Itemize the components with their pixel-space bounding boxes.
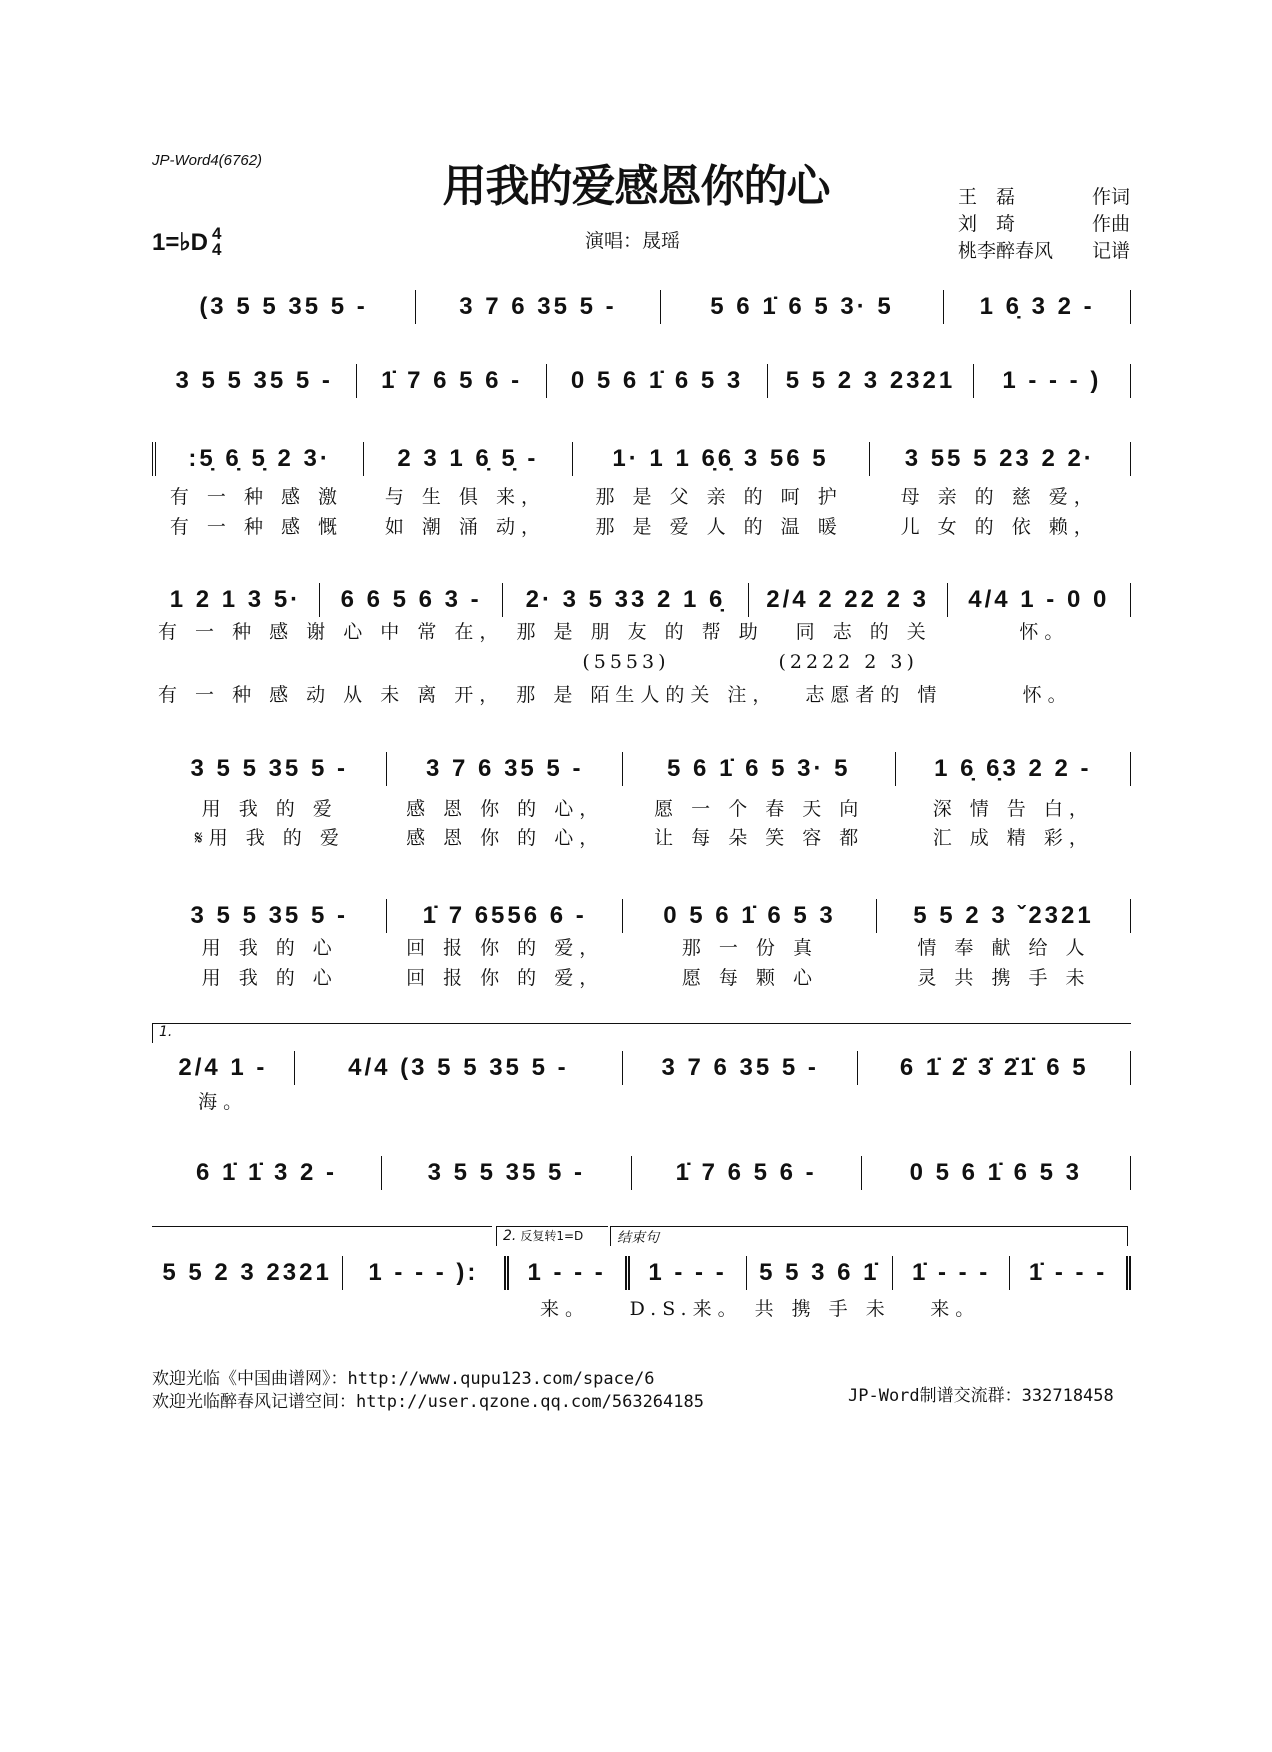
lyric-segment: 那 一 份 真 bbox=[681, 936, 818, 959]
lyric-segment: 回 报 你 的 爱， bbox=[406, 966, 605, 989]
measure: 3 5 5 35 5 - bbox=[152, 752, 387, 786]
time-top: 4 bbox=[212, 224, 222, 243]
lyric-segment: 情 奉 献 给 人 bbox=[917, 936, 1091, 959]
time-signature bbox=[212, 226, 221, 258]
measure: 6 1̇ 2̇ 3̇ 2̇1̇ 6 5 bbox=[858, 1051, 1131, 1085]
lyric-segment: 那 是 朋 友 的 帮 助 bbox=[516, 620, 764, 643]
lyric-segment: 怀。 bbox=[1022, 683, 1073, 706]
lyric-segment: 儿 女 的 依 赖， bbox=[900, 515, 1099, 538]
measure: 2/4 2 22 2 3 bbox=[749, 583, 948, 617]
lyric-segment: 感 恩 你 的 心， bbox=[406, 797, 605, 820]
lyric-segment bbox=[320, 645, 503, 679]
lyrics-row bbox=[152, 1290, 1131, 1324]
lyric-segment: 用 我 的 心 bbox=[201, 936, 338, 959]
measure: 3 7 6 35 5 - bbox=[387, 752, 622, 786]
measure: :5̣ 6̣ 5̣ 2 3· bbox=[152, 442, 364, 476]
lyrics-row bbox=[152, 929, 1131, 963]
footer-group: JP-Word制谱交流群：332718458 bbox=[848, 1386, 1114, 1406]
measure: 1̇ - - - bbox=[893, 1256, 1010, 1290]
lyric-segment: 从 未 离 开， bbox=[343, 683, 505, 706]
lyric-segment: 汇 成 精 彩， bbox=[932, 826, 1094, 849]
measure: 5 6 1̇ 6 5 3· 5 bbox=[623, 752, 896, 786]
lyric-segment: 有 一 种 感 谢 bbox=[158, 620, 332, 643]
lyric-segment: 用 我 的 爱 bbox=[201, 797, 338, 820]
lyric-segment bbox=[344, 1290, 506, 1324]
notation-row bbox=[152, 290, 1131, 324]
footer-link-2[interactable]: 欢迎光临醉春风记谱空间：http://user.qzone.qq.com/563264185 bbox=[152, 1392, 704, 1412]
time-bottom: 4 bbox=[212, 240, 222, 259]
measure: 1 6̣ 6̣3 2 2 - bbox=[896, 752, 1131, 786]
lyric-segment: 来。 bbox=[540, 1297, 591, 1320]
measure: 1 - - - bbox=[630, 1256, 747, 1290]
credit-name: 刘 琦 bbox=[958, 213, 1016, 235]
measure: 1 - - - bbox=[509, 1256, 630, 1290]
measure: 1 2 1 3 5· bbox=[152, 583, 320, 617]
credit-role: 记谱 bbox=[1091, 240, 1130, 262]
measure: 1· 1 1 6̣6̣ 3 56 5 bbox=[573, 442, 870, 476]
lyric-segment: 让 每 朵 笑 容 都 bbox=[654, 826, 865, 849]
measure: 1 6̣ 3 2 - bbox=[944, 290, 1131, 324]
measure: 5 5 2 3 2321 bbox=[152, 1256, 343, 1290]
credit-name: 王 磊 bbox=[958, 186, 1016, 208]
lyric-segment: 那 是 陌生人的关 注， bbox=[516, 683, 778, 706]
lyric-segment bbox=[152, 645, 320, 679]
credit-name: 桃李醉春风 bbox=[958, 240, 1054, 262]
lyrics-row bbox=[152, 959, 1131, 993]
measure: 0 5 6 1̇ 6 5 3 bbox=[547, 364, 768, 398]
measure: 4/4 1 - 0 0 bbox=[948, 583, 1131, 617]
footer-link-1[interactable]: 欢迎光临《中国曲谱网》：http://www.qupu123.com/space/6 bbox=[152, 1369, 655, 1389]
alternate-notes-row bbox=[152, 645, 1131, 679]
lyric-segment: 来。 bbox=[930, 1297, 981, 1320]
lyric-segment bbox=[623, 1083, 858, 1117]
credit-role: 作曲 bbox=[1091, 213, 1130, 235]
credit-transcriber bbox=[958, 238, 1130, 265]
lyric-segment: 海。 bbox=[198, 1090, 249, 1113]
notation-row bbox=[152, 752, 1131, 786]
lyric-segment: 怀。 bbox=[1019, 620, 1070, 643]
key-label: 1=♭D bbox=[152, 228, 209, 256]
measure: 1̇ 7 6 5 6 - bbox=[632, 1156, 862, 1190]
credit-role: 作词 bbox=[1091, 186, 1130, 208]
lyric-segment: 有 一 种 感 慨 bbox=[169, 515, 344, 538]
lyric-segment: 那 是 爱 人 的 温 暖 bbox=[595, 515, 843, 538]
measure: 5 6 1̇ 6 5 3· 5 bbox=[661, 290, 944, 324]
lyrics-row bbox=[152, 819, 1131, 853]
credits bbox=[958, 184, 1130, 265]
notation-row bbox=[152, 1051, 1131, 1085]
lyric-segment: 深 情 告 白， bbox=[932, 797, 1094, 820]
lyric-segment: 与 生 俱 来， bbox=[384, 485, 546, 508]
coda-bracket: 结束句 bbox=[610, 1226, 1128, 1246]
notation-row bbox=[152, 1156, 1131, 1190]
lyric-segment: 𝄋用 我 的 爱 bbox=[194, 826, 345, 849]
lyric-segment: 共 携 手 未 bbox=[754, 1297, 891, 1320]
measure: 3 5 5 35 5 - bbox=[152, 364, 357, 398]
lyric-segment: 感 恩 你 的 心， bbox=[406, 826, 605, 849]
generator-label: JP-Word4(6762) bbox=[152, 152, 263, 169]
lyric-segment: 母 亲 的 慈 爱， bbox=[900, 485, 1099, 508]
lyric-segment: (5553) bbox=[582, 651, 670, 673]
measure: 3 5 5 35 5 - bbox=[382, 1156, 632, 1190]
lyric-segment bbox=[152, 1290, 344, 1324]
lyrics-row bbox=[152, 1083, 1131, 1117]
measure: 1̇ 7 6 5 6 - bbox=[357, 364, 546, 398]
measure: 5 5 3 6 1̇ bbox=[747, 1256, 894, 1290]
key-signature bbox=[152, 226, 225, 258]
lyrics-row bbox=[152, 613, 1131, 647]
measure: 3 7 6 35 5 - bbox=[623, 1051, 858, 1085]
lyric-segment bbox=[858, 1083, 1131, 1117]
measure: 0 5 6 1̇ 6 5 3 bbox=[623, 899, 877, 933]
measure: 0 5 6 1̇ 6 5 3 bbox=[862, 1156, 1131, 1190]
notation-row bbox=[152, 1256, 1131, 1290]
lyric-segment: 志愿者的 情 bbox=[805, 683, 943, 706]
lyric-segment: D.S.来。 bbox=[629, 1297, 743, 1320]
volta-1: 1. bbox=[152, 1023, 1131, 1043]
measure: 1̇ - - - bbox=[1010, 1256, 1131, 1290]
lyric-segment: 那 是 父 亲 的 呵 护 bbox=[595, 485, 843, 508]
footer-links bbox=[152, 1368, 704, 1414]
lyric-segment: 有 一 种 感 激 bbox=[169, 485, 344, 508]
lyric-segment: 有 一 种 感 动 bbox=[158, 683, 332, 706]
lyric-segment: 回 报 你 的 爱， bbox=[406, 936, 605, 959]
lyrics-row bbox=[152, 508, 1131, 542]
lyric-segment: 同 志 的 关 bbox=[795, 620, 932, 643]
measure: 4/4 (3 5 5 35 5 - bbox=[295, 1051, 623, 1085]
measure: 2/4 1 - bbox=[152, 1051, 295, 1085]
lyric-segment: 灵 共 携 手 未 bbox=[917, 966, 1091, 989]
notation-row bbox=[152, 442, 1131, 476]
measure: 6 6 5 6 3 - bbox=[320, 583, 503, 617]
lyric-segment: 心 中 常 在， bbox=[343, 620, 505, 643]
measure: 1̇ 7 6556 6 - bbox=[387, 899, 622, 933]
volta-number: 2. bbox=[503, 1228, 517, 1244]
credit-music bbox=[958, 211, 1130, 238]
lyric-segment: 用 我 的 心 bbox=[201, 966, 338, 989]
measure: 6 1̇ 1̇ 3 2 - bbox=[152, 1156, 382, 1190]
lyric-segment: 如 潮 涌 动， bbox=[384, 515, 546, 538]
measure: 3 5 5 35 5 - bbox=[152, 899, 387, 933]
notation-row bbox=[152, 899, 1131, 933]
ending-line bbox=[152, 1226, 492, 1246]
measure: 5 5 2 3 2321 bbox=[768, 364, 973, 398]
page-title: 用我的爱感恩你的心 bbox=[442, 161, 830, 212]
measure: 3 7 6 35 5 - bbox=[416, 290, 661, 324]
lyric-segment: 愿 每 颗 心 bbox=[681, 966, 818, 989]
measure: (3 5 5 35 5 - bbox=[152, 290, 416, 324]
volta-2 bbox=[496, 1226, 608, 1246]
lyric-segment bbox=[948, 645, 1131, 679]
measure: 1 - - - ): bbox=[343, 1256, 508, 1290]
lyrics-row bbox=[152, 676, 1131, 710]
lyric-segment bbox=[294, 1083, 623, 1117]
measure: 2· 3 5 33 2 1 6̣ bbox=[503, 583, 748, 617]
lyric-segment: (2222 2 3) bbox=[778, 651, 918, 673]
measure: 3 55 5 23 2 2· bbox=[870, 442, 1132, 476]
notation-row bbox=[152, 583, 1131, 617]
credit-lyrics bbox=[958, 184, 1130, 211]
modulation-label: 反复转1=D bbox=[520, 1229, 584, 1243]
measure: 2 3 1 6̣ 5̣ - bbox=[364, 442, 572, 476]
lyric-segment bbox=[1014, 1290, 1131, 1324]
measure: 5 5 2 3 ˇ2321 bbox=[877, 899, 1131, 933]
lyric-segment: 愿 一 个 春 天 向 bbox=[654, 797, 865, 820]
lyrics-row bbox=[152, 478, 1131, 512]
notation-row bbox=[152, 364, 1131, 398]
singer-label: 演唱：晟瑶 bbox=[585, 230, 681, 252]
measure: 1 - - - ) bbox=[974, 364, 1131, 398]
